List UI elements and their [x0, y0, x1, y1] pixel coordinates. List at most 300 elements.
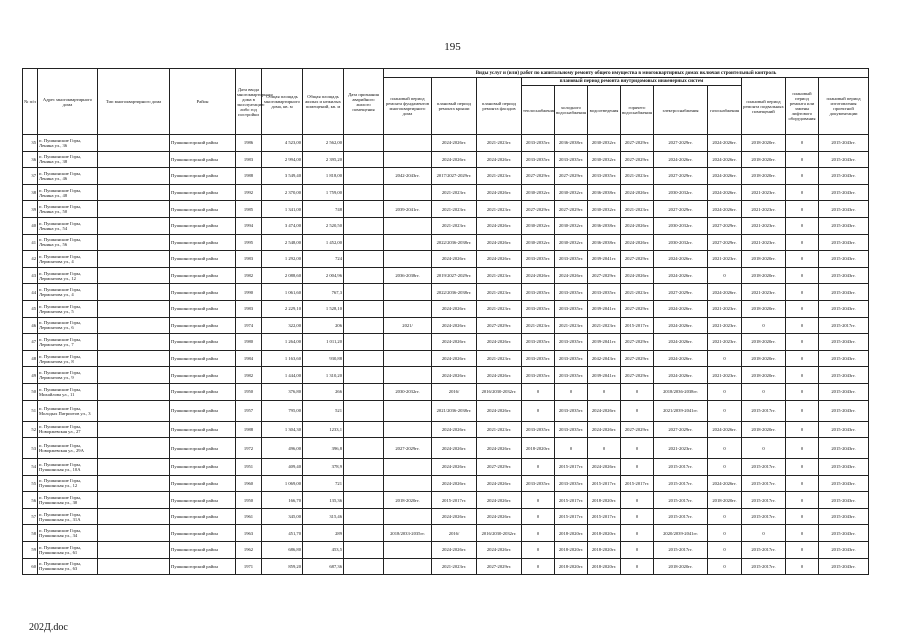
cell-foundation — [384, 508, 432, 525]
cell-roof: 2024-2026гг. — [432, 438, 477, 459]
cell-region: Пушкиногорский район — [170, 492, 236, 509]
cell-total-area: 1 304,30 — [262, 421, 303, 438]
cell-type — [98, 383, 170, 400]
cell-electric: 2021/2039-2041гг. — [654, 400, 708, 421]
cell-foundation — [384, 151, 432, 168]
cell-date-emergency — [344, 135, 384, 152]
cell-year: 1950 — [236, 383, 262, 400]
cell-facade: 2027-2029гг. — [477, 317, 522, 334]
cell-address: п. Пушкинские Горы, Ленина ул., 48 — [38, 184, 98, 201]
cell-region: Пушкиногорский район — [170, 251, 236, 268]
cell-roof: 2019/2027-2029гг. — [432, 267, 477, 284]
cell-region: Пушкиногорский район — [170, 367, 236, 384]
cell-living-area: 1 818,00 — [303, 168, 344, 185]
cell-type — [98, 438, 170, 459]
cell-foundation — [384, 367, 432, 384]
cell-hot-water: 0 — [621, 383, 654, 400]
cell-date-emergency — [344, 251, 384, 268]
cell-living-area: 1 759,00 — [303, 184, 344, 201]
cell-design: 2015-2043гг. — [819, 201, 869, 218]
cell-date-emergency — [344, 284, 384, 301]
cell-type — [98, 400, 170, 421]
table-row — [23, 383, 869, 400]
cell-roof: 2021/2036-2038гг. — [432, 400, 477, 421]
cell-electric: 2027-2029гг. — [654, 421, 708, 438]
cell-address: п. Пушкинские Горы, Новоржевская ул., 27 — [38, 421, 98, 438]
cell-region: Пушкиногорский район — [170, 217, 236, 234]
cell-design: 2015-2043гг. — [819, 525, 869, 542]
cell-cold-water: 2021-2023гг. — [555, 317, 588, 334]
cell-foundation — [384, 542, 432, 559]
cell-living-area: 453,5 — [303, 542, 344, 559]
cell-date-emergency — [344, 168, 384, 185]
cell-date-emergency — [344, 508, 384, 525]
cell-foundation: 2039-2041гг. — [384, 201, 432, 218]
cell-roof: 2022/2036-2038гг. — [432, 234, 477, 251]
cell-design: 2015-2043гг. — [819, 558, 869, 575]
cell-address: п. Пушкинские Горы, Ленина ул., 46 — [38, 168, 98, 185]
cell-total-area: 2 994,00 — [262, 151, 303, 168]
cell-facade: 2024-2026гг. — [477, 400, 522, 421]
cell-basement: 2018-2020гг. — [742, 251, 786, 268]
cell-gas: 2024-2026гг. — [708, 135, 742, 152]
cell-gas: 2018-2020гг. — [708, 492, 742, 509]
cell-hot-water: 2027-2029гг. — [621, 135, 654, 152]
header-facade: плановый период ремонта фасадов — [477, 78, 522, 135]
cell-heat: 2024-2026гг. — [522, 267, 555, 284]
cell-address: п. Пушкинские Горы, Лермонтова ул., 8 — [38, 350, 98, 367]
cell-cold-water: 2033-2035гг. — [555, 400, 588, 421]
cell-total-area: 686,80 — [262, 542, 303, 559]
cell-region: Пушкиногорский район — [170, 201, 236, 218]
table-row — [23, 350, 869, 367]
cell-no: 51 — [23, 400, 38, 421]
cell-gas: 0 — [708, 267, 742, 284]
cell-hot-water: 0 — [621, 558, 654, 575]
cell-date-emergency — [344, 317, 384, 334]
cell-hot-water: 2021-2023гг. — [621, 168, 654, 185]
cell-heat: 2033-2035гг. — [522, 284, 555, 301]
cell-date-emergency — [344, 267, 384, 284]
cell-elevator: 0 — [786, 151, 819, 168]
cell-region: Пушкиногорский район — [170, 508, 236, 525]
cell-no: 48 — [23, 350, 38, 367]
cell-basement: 2015-2017гг. — [742, 492, 786, 509]
cell-region: Пушкиногорский район — [170, 267, 236, 284]
cell-cold-water: 2024-2026гг. — [555, 267, 588, 284]
cell-foundation — [384, 184, 432, 201]
cell-basement: 2018-2020гг. — [742, 367, 786, 384]
cell-facade: 2016/2030-2032гг. — [477, 525, 522, 542]
cell-roof: 2022/2036-2038гг. — [432, 284, 477, 301]
cell-foundation — [384, 217, 432, 234]
cell-hot-water: 0 — [621, 400, 654, 421]
cell-heat: 2033-2035гг. — [522, 350, 555, 367]
cell-address: п. Пушкинские Горы, Пушкинская ул., 63 — [38, 558, 98, 575]
cell-foundation — [384, 300, 432, 317]
table-row — [23, 334, 869, 351]
cell-electric: 2021-2023гг. — [654, 438, 708, 459]
cell-region: Пушкиногорский район — [170, 542, 236, 559]
cell-gas: 2024-2026гг. — [708, 284, 742, 301]
cell-type — [98, 508, 170, 525]
cell-total-area: 409,40 — [262, 459, 303, 476]
cell-heat: 2033-2035гг. — [522, 151, 555, 168]
cell-heat: 0 — [522, 558, 555, 575]
cell-basement: 2015-2017гг. — [742, 508, 786, 525]
cell-hot-water: 0 — [621, 508, 654, 525]
cell-sewer: 2036-2038гг. — [588, 217, 621, 234]
cell-type — [98, 367, 170, 384]
cell-gas: 0 — [708, 383, 742, 400]
cell-elevator: 0 — [786, 234, 819, 251]
cell-foundation — [384, 350, 432, 367]
cell-foundation: 2027-2029гг. — [384, 438, 432, 459]
cell-total-area: 496,00 — [262, 438, 303, 459]
cell-cold-water: 2033-2035гг. — [555, 475, 588, 492]
cell-foundation: 2018-2020гг. — [384, 492, 432, 509]
cell-gas: 2027-2029гг. — [708, 234, 742, 251]
cell-electric: 2024-2026гг. — [654, 300, 708, 317]
cell-cold-water: 2033-2035гг. — [555, 421, 588, 438]
header-type: Тип многоквартирного дома — [98, 69, 170, 135]
cell-design: 2015-2043гг. — [819, 383, 869, 400]
cell-design: 2015-2043гг. — [819, 459, 869, 476]
cell-electric: 2024-2026гг. — [654, 350, 708, 367]
table-body — [23, 135, 869, 575]
cell-no: 46 — [23, 317, 38, 334]
cell-design: 2015-2043гг. — [819, 367, 869, 384]
cell-gas: 0 — [708, 508, 742, 525]
cell-facade: 2021-2023гг. — [477, 350, 522, 367]
cell-elevator: 0 — [786, 168, 819, 185]
cell-cold-water: 2030-2032гг. — [555, 184, 588, 201]
header-year: Дата ввода многоквартирного дома в эксплуатацию либо год постройки — [236, 69, 262, 135]
cell-basement: 2015-2017гг. — [742, 459, 786, 476]
cell-total-area: 1 069,00 — [262, 475, 303, 492]
cell-cold-water: 2018-2020гг. — [555, 558, 588, 575]
cell-no: 56 — [23, 492, 38, 509]
cell-facade: 2024-2026гг. — [477, 234, 522, 251]
cell-living-area: 1 528,10 — [303, 300, 344, 317]
cell-basement: 0 — [742, 383, 786, 400]
cell-date-emergency — [344, 459, 384, 476]
cell-design: 2015-2043гг. — [819, 168, 869, 185]
cell-address: п. Пушкинские Горы, Пушкинская ул., 34 — [38, 525, 98, 542]
cell-year: 1988 — [236, 168, 262, 185]
cell-facade: 2024-2026гг. — [477, 492, 522, 509]
cell-heat: 2030-2032гг. — [522, 234, 555, 251]
cell-heat: 2033-2035гг. — [522, 334, 555, 351]
page-number: 195 — [444, 41, 461, 53]
cell-region: Пушкиногорский район — [170, 400, 236, 421]
cell-sewer: 2018-2020гг. — [588, 492, 621, 509]
cell-address: п. Пушкинские Горы, Ленина ул., 56 — [38, 234, 98, 251]
cell-foundation — [384, 475, 432, 492]
cell-sewer: 0 — [588, 438, 621, 459]
cell-address: п. Пушкинские Горы, Лермонтова ул., 6 — [38, 317, 98, 334]
cell-design: 2015-2043гг. — [819, 350, 869, 367]
cell-date-emergency — [344, 383, 384, 400]
cell-no: 38 — [23, 184, 38, 201]
cell-elevator: 0 — [786, 367, 819, 384]
cell-facade: 2024-2026гг. — [477, 334, 522, 351]
cell-date-emergency — [344, 184, 384, 201]
cell-electric: 2027-2029гг. — [654, 201, 708, 218]
cell-basement: 2018-2020гг. — [742, 350, 786, 367]
cell-type — [98, 475, 170, 492]
cell-electric: 2015-2017гг. — [654, 475, 708, 492]
cell-address: п. Пушкинские Горы, Пушкинская ул., 31А — [38, 508, 98, 525]
cell-basement: 0 — [742, 525, 786, 542]
cell-type — [98, 525, 170, 542]
cell-living-area: 687,36 — [303, 558, 344, 575]
cell-gas: 0 — [708, 525, 742, 542]
cell-cold-water: 0 — [555, 438, 588, 459]
cell-electric: 2027-2029гг. — [654, 284, 708, 301]
cell-basement: 2015-2017гг. — [742, 542, 786, 559]
cell-design: 2015-2043гг. — [819, 135, 869, 152]
cell-basement: 2021-2023гг. — [742, 184, 786, 201]
header-region: Район — [170, 69, 236, 135]
cell-living-area: 289 — [303, 525, 344, 542]
cell-living-area: 1 310,20 — [303, 367, 344, 384]
cell-design: 2015-2043гг. — [819, 284, 869, 301]
cell-type — [98, 459, 170, 476]
cell-type — [98, 267, 170, 284]
cell-date-emergency — [344, 492, 384, 509]
cell-type — [98, 350, 170, 367]
cell-foundation: 2030-2032гг. — [384, 383, 432, 400]
cell-region: Пушкиногорский район — [170, 317, 236, 334]
cell-foundation: 2036-2038гг. — [384, 267, 432, 284]
cell-sewer: 2039-2041гг. — [588, 367, 621, 384]
cell-cold-water: 2030-2032гг. — [555, 234, 588, 251]
cell-gas: 2021-2023гг. — [708, 251, 742, 268]
cell-cold-water: 2033-2035гг. — [555, 151, 588, 168]
cell-date-emergency — [344, 438, 384, 459]
cell-type — [98, 300, 170, 317]
table-header — [23, 69, 869, 135]
cell-sewer: 2015-2017гг. — [588, 475, 621, 492]
cell-heat: 2033-2035гг. — [522, 475, 555, 492]
header-no: № п/п — [23, 69, 38, 135]
cell-address: п. Пушкинские Горы, Ленина ул., 50 — [38, 201, 98, 218]
cell-address: п. Пушкинские Горы, Молодых Патриотов ул., 3 — [38, 400, 98, 421]
cell-no: 36 — [23, 151, 38, 168]
cell-region: Пушкиногорский район — [170, 234, 236, 251]
cell-sewer: 2033-2035гг. — [588, 284, 621, 301]
header-basement: плановый период ремонта подвальных помещений — [742, 78, 786, 135]
cell-type — [98, 542, 170, 559]
cell-cold-water: 2015-2017гг. — [555, 492, 588, 509]
cell-elevator: 0 — [786, 334, 819, 351]
cell-hot-water: 0 — [621, 492, 654, 509]
cell-sewer: 2042-2043гг. — [588, 350, 621, 367]
cell-cold-water: 2033-2035гг. — [555, 300, 588, 317]
cell-address: п. Пушкинские Горы, Лермонтова ул., 12 — [38, 267, 98, 284]
cell-year: 1983 — [236, 300, 262, 317]
cell-date-emergency — [344, 421, 384, 438]
cell-cold-water: 2033-2035гг. — [555, 334, 588, 351]
cell-no: 44 — [23, 284, 38, 301]
cell-basement: 2018-2020гг. — [742, 267, 786, 284]
cell-living-area: 521 — [303, 400, 344, 421]
header-total-area: Общая площадь многоквартирного дома, кв. м — [262, 69, 303, 135]
header-gas: газоснабжения — [708, 86, 742, 135]
cell-facade: 2024-2026гг. — [477, 438, 522, 459]
cell-total-area: 3 549,40 — [262, 168, 303, 185]
cell-date-emergency — [344, 334, 384, 351]
header-address: Адрес многоквартирного дома — [38, 69, 98, 135]
cell-heat: 0 — [522, 542, 555, 559]
cell-roof: 2024-2026гг. — [432, 475, 477, 492]
cell-gas: 2024-2026гг. — [708, 168, 742, 185]
header-date-emergency: Дата признания аварийного жилого помещения — [344, 69, 384, 135]
cell-elevator: 0 — [786, 317, 819, 334]
cell-elevator: 0 — [786, 300, 819, 317]
cell-address: п. Пушкинские Горы, Лермонтова ул., 9 — [38, 367, 98, 384]
cell-total-area: 2 229,10 — [262, 300, 303, 317]
cell-facade: 2024-2026гг. — [477, 508, 522, 525]
cell-year: 1957 — [236, 400, 262, 421]
cell-hot-water: 2027-2029гг. — [621, 251, 654, 268]
cell-cold-water: 2033-2035гг. — [555, 350, 588, 367]
cell-gas: 2024-2026гг. — [708, 184, 742, 201]
cell-electric: 2024-2026гг. — [654, 267, 708, 284]
cell-facade: 2027-2029гг. — [477, 459, 522, 476]
cell-heat: 2027-2029гг. — [522, 168, 555, 185]
cell-type — [98, 251, 170, 268]
cell-heat: 0 — [522, 525, 555, 542]
cell-year: 1992 — [236, 184, 262, 201]
cell-gas: 2024-2026гг. — [708, 201, 742, 218]
cell-address: п. Пушкинские Горы, Новоржевская ул., 29А — [38, 438, 98, 459]
cell-design: 2015-2043гг. — [819, 300, 869, 317]
table-row — [23, 558, 869, 575]
cell-type — [98, 151, 170, 168]
cell-cold-water: 2027-2029гг. — [555, 168, 588, 185]
cell-total-area: 2 548,00 — [262, 234, 303, 251]
cell-type — [98, 201, 170, 218]
table-row — [23, 135, 869, 152]
cell-sewer: 2018-2020гг. — [588, 542, 621, 559]
cell-elevator: 0 — [786, 492, 819, 509]
header-heat: теплоснабжения — [522, 86, 555, 135]
cell-foundation — [384, 558, 432, 575]
cell-gas: 0 — [708, 542, 742, 559]
cell-facade: 2024-2026гг. — [477, 217, 522, 234]
cell-year: 1962 — [236, 542, 262, 559]
cell-electric: 2015-2017гг. — [654, 459, 708, 476]
header-cold-water: холодного водоснабжения — [555, 86, 588, 135]
table-row — [23, 438, 869, 459]
cell-region: Пушкиногорский район — [170, 350, 236, 367]
header-living-area: Общая площадь жилых и нежилых помещений, кв. м — [303, 69, 344, 135]
cell-elevator: 0 — [786, 135, 819, 152]
cell-cold-water: 2033-2035гг. — [555, 251, 588, 268]
cell-gas: 2021-2023гг. — [708, 300, 742, 317]
cell-heat: 0 — [522, 459, 555, 476]
cell-basement: 0 — [742, 317, 786, 334]
cell-living-area: 315,46 — [303, 508, 344, 525]
cell-total-area: 3 474,00 — [262, 217, 303, 234]
cell-year: 1994 — [236, 217, 262, 234]
cell-roof: 2024-2026гг. — [432, 542, 477, 559]
cell-address: п. Пушкинские Горы, Ленина ул., 36 — [38, 135, 98, 152]
cell-design: 2015-2043гг. — [819, 151, 869, 168]
table-row — [23, 217, 869, 234]
cell-no: 57 — [23, 508, 38, 525]
cell-total-area: 1 341,00 — [262, 201, 303, 218]
cell-type — [98, 317, 170, 334]
cell-elevator: 0 — [786, 558, 819, 575]
cell-elevator: 0 — [786, 542, 819, 559]
table-row — [23, 542, 869, 559]
cell-date-emergency — [344, 400, 384, 421]
cell-basement: 2015-2017гг. — [742, 558, 786, 575]
cell-roof: 2024-2026гг. — [432, 151, 477, 168]
cell-roof: 2024-2026гг. — [432, 421, 477, 438]
cell-living-area: 767,3 — [303, 284, 344, 301]
cell-date-emergency — [344, 542, 384, 559]
cell-total-area: 1 163,60 — [262, 350, 303, 367]
cell-elevator: 0 — [786, 421, 819, 438]
cell-gas: 2027-2029гг. — [708, 217, 742, 234]
cell-date-emergency — [344, 367, 384, 384]
cell-year: 1960 — [236, 475, 262, 492]
cell-total-area: 1 444,00 — [262, 367, 303, 384]
cell-living-area: 2 004,96 — [303, 267, 344, 284]
cell-heat: 0 — [522, 400, 555, 421]
cell-year: 1995 — [236, 234, 262, 251]
cell-gas: 0 — [708, 400, 742, 421]
cell-year: 1963 — [236, 525, 262, 542]
cell-electric: 2018/2036-2038гг. — [654, 383, 708, 400]
cell-elevator: 0 — [786, 508, 819, 525]
cell-hot-water: 2024-2026гг. — [621, 267, 654, 284]
cell-elevator: 0 — [786, 350, 819, 367]
cell-gas: 0 — [708, 350, 742, 367]
cell-living-area: 378,9 — [303, 459, 344, 476]
cell-cold-water: 2036-2038гг. — [555, 135, 588, 152]
cell-gas: 2024-2026гг. — [708, 475, 742, 492]
cell-no: 40 — [23, 217, 38, 234]
cell-roof: 2021-2023гг. — [432, 201, 477, 218]
cell-hot-water: 2027-2029гг. — [621, 300, 654, 317]
cell-year: 1982 — [236, 367, 262, 384]
cell-date-emergency — [344, 475, 384, 492]
cell-address: п. Пушкинские Горы, Лермонтова ул., 4 — [38, 251, 98, 268]
cell-hot-water: 2015-2017гг. — [621, 317, 654, 334]
cell-design: 2015-2043гг. — [819, 234, 869, 251]
table-row — [23, 201, 869, 218]
cell-heat: 2033-2035гг. — [522, 251, 555, 268]
table-row — [23, 151, 869, 168]
cell-date-emergency — [344, 234, 384, 251]
cell-foundation — [384, 421, 432, 438]
cell-heat: 2030-2032гг. — [522, 217, 555, 234]
cell-type — [98, 234, 170, 251]
header-engineering-group: плановый период ремонта внутридомовых инженерных систем — [522, 78, 742, 86]
cell-facade: 2021-2023гг. — [477, 421, 522, 438]
cell-year: 1988 — [236, 421, 262, 438]
cell-no: 53 — [23, 438, 38, 459]
cell-heat: 0 — [522, 383, 555, 400]
cell-heat: 0 — [522, 492, 555, 509]
cell-year: 1972 — [236, 438, 262, 459]
cell-heat: 2033-2035гг. — [522, 367, 555, 384]
